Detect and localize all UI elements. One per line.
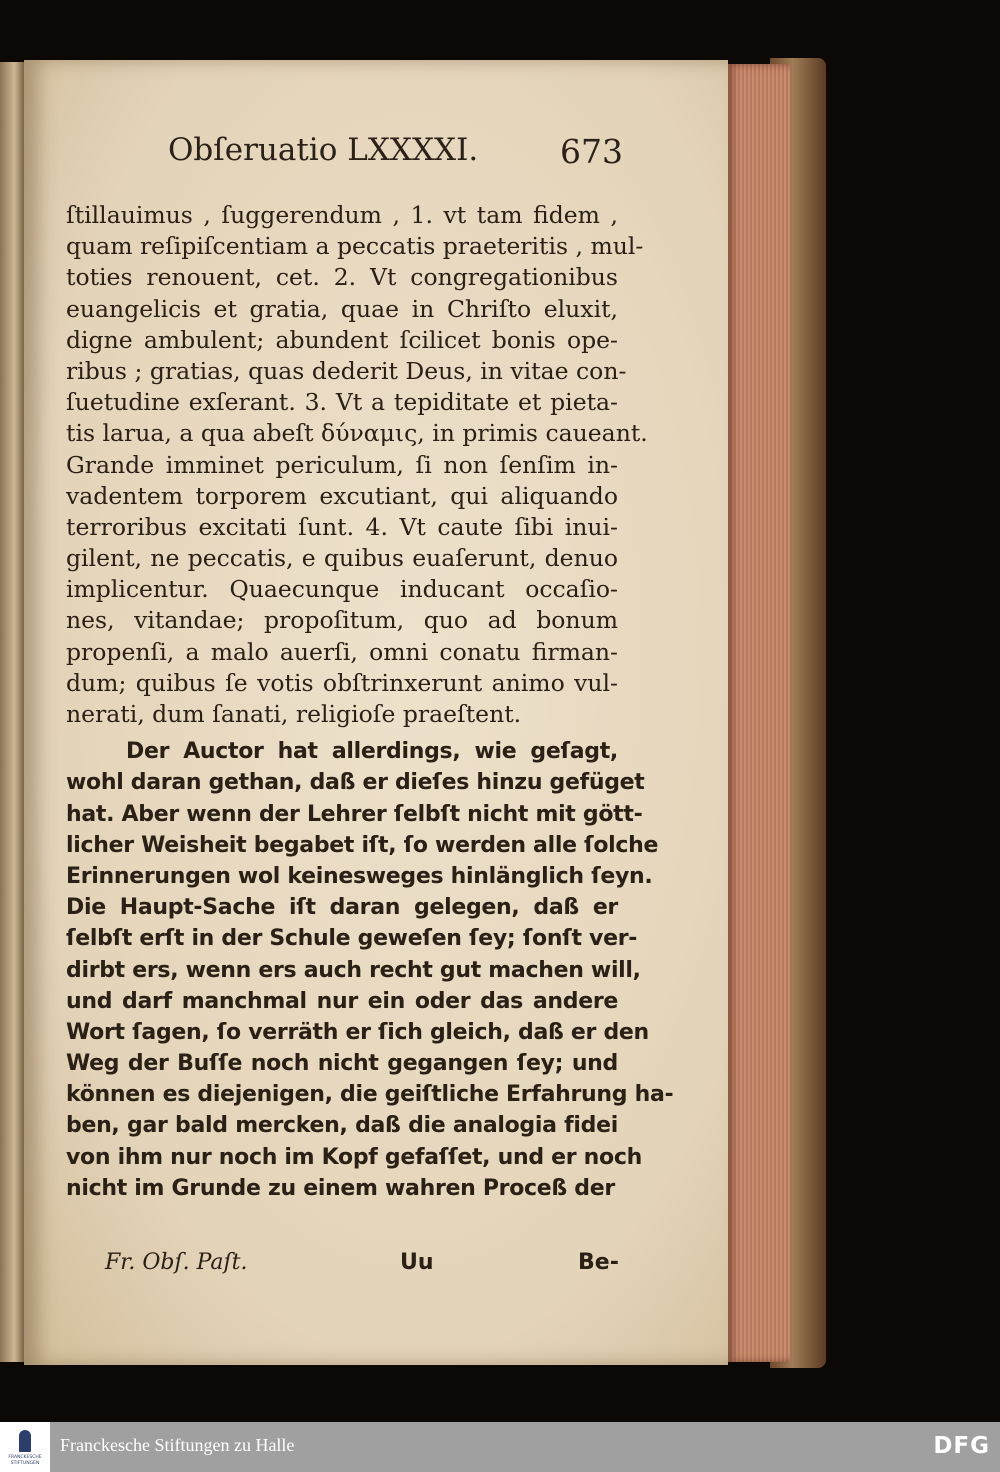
text-line: Der Auctor hat allerdings, wie geſagt, xyxy=(126,739,618,765)
text-line: vadentem torporem excutiant, qui aliquando xyxy=(66,481,618,510)
text-line: nicht im Grunde zu einem wahren Proceß der xyxy=(66,1175,615,1201)
page-body xyxy=(66,200,674,1204)
text-line: Weg der Buſſe noch nicht gegangen ſey; und xyxy=(66,1051,618,1077)
text-line: Grande imminet periculum, ſi non ſenſim in- xyxy=(66,450,618,479)
text-line: Wort ſagen, ſo verräth er ſich gleich, daß er den xyxy=(66,1019,649,1045)
text-line: Erinnerungen wol keinesweges hinlänglich ſeyn. xyxy=(66,863,653,889)
text-line: ben, gar bald mercken, daß die analogia fidei xyxy=(66,1113,618,1139)
text-line: euangelicis et gratia, quae in Chriſto eluxit, xyxy=(66,294,618,323)
text-line: dum; quibus ſe votis obſtrinxerunt animo vul- xyxy=(66,668,618,697)
text-line: nerati, dum ſanati, religioſe praeſtent. xyxy=(66,700,522,728)
left-page-edge xyxy=(0,62,24,1362)
text-line: toties renouent, cet. 2. Vt congregationibus xyxy=(66,263,618,292)
text-line: propenſi, a malo auerſi, omni conatu firman- xyxy=(66,637,618,666)
page-number: 673 xyxy=(560,132,623,171)
running-head: Obſeruatio LXXXXI. xyxy=(168,132,479,168)
text-line: implicentur. Quaecunque inducant occaſio- xyxy=(66,575,618,604)
text-line: dirbt ers, wenn ers auch recht gut machen will, xyxy=(66,957,641,983)
text-line: von ihm nur noch im Kopf gefaſſet, und er noch xyxy=(66,1144,642,1170)
catchword: Be- xyxy=(578,1250,619,1275)
text-line: ſuetudine exſerant. 3. Vt a tepiditate et pieta- xyxy=(66,388,618,417)
signature-mark: Fr. Obſ. Paſt. xyxy=(105,1250,248,1275)
text-line: licher Weisheit begabet iſt, ſo werden alle ſolche xyxy=(66,832,659,858)
dfg-logo[interactable]: DFG xyxy=(933,1433,990,1459)
text-line: tis larua, a qua abeſt δύναμις, in primis caueant. xyxy=(66,419,648,448)
text-line: hat. Aber wenn der Lehrer ſelbſt nicht mit gött- xyxy=(66,801,643,827)
text-line: ſelbſt erſt in der Schule geweſen ſey; ſonſt ver- xyxy=(66,926,638,952)
text-line: und darf manchmal nur ein oder das andere xyxy=(66,988,618,1014)
footer-bar xyxy=(0,1422,1000,1472)
page-edges xyxy=(726,64,790,1362)
institution-name: Franckesche Stiftungen zu Halle xyxy=(60,1435,295,1455)
text-line: wohl daran gethan, daß er dieſes hinzu gefüget xyxy=(66,770,645,796)
text-line: ribus ; gratias, quas dederit Deus, in vitae con- xyxy=(66,356,627,385)
text-line: terroribus excitati ſunt. 4. Vt caute ſibi inui- xyxy=(66,512,618,541)
text-line: können es diejenigen, die geiſtliche Erfahrung ha- xyxy=(66,1082,674,1108)
latin-paragraph xyxy=(66,200,648,730)
logo-text: FRANCKESCHE STIFTUNGEN xyxy=(8,1455,42,1466)
sheet-signature: Uu xyxy=(400,1250,434,1275)
text-line: digne ambulent; abundent ſcilicet bonis ope- xyxy=(66,325,618,354)
statue-icon xyxy=(19,1430,31,1452)
text-line: Die Haupt-Sache iſt daran gelegen, daß er xyxy=(66,895,618,921)
text-line: quam reſipiſcentiam a peccatis praeteritis , mul- xyxy=(66,232,644,261)
german-paragraph xyxy=(66,736,674,1204)
franckesche-logo[interactable] xyxy=(0,1422,50,1472)
text-line: ſtillauimus , ſuggerendum , 1. vt tam fidem , xyxy=(66,201,618,229)
text-line: gilent, ne peccatis, e quibus euaſerunt, denuo xyxy=(66,544,618,573)
text-line: nes, vitandae; propoſitum, quo ad bonum xyxy=(66,606,618,635)
